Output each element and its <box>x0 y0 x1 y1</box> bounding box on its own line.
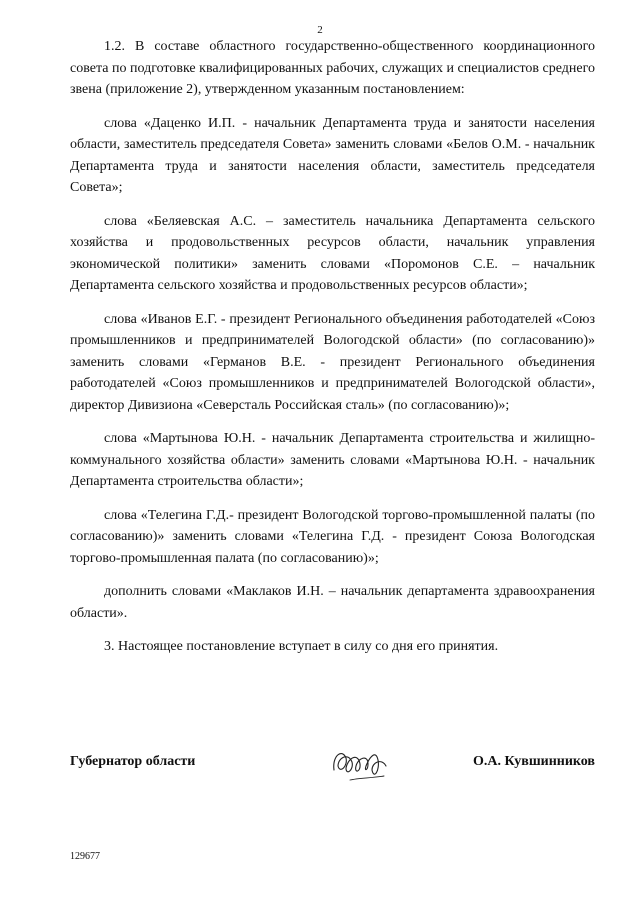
handwritten-signature <box>328 740 392 788</box>
page-number: 2 <box>317 24 323 36</box>
paragraph-replace-belyaevskaya: слова «Беляевская А.С. – заместитель начальника Департамента сельского хозяйства и продовольственных ресурсов области, начальник управления экономической политики» заменить словами «Поромонов С.Е. – начальник Департамента сельского хозяйства и продовольственных ресурсов области»; <box>70 213 595 293</box>
signatory-name: О.А. Кувшинников <box>472 754 595 769</box>
paragraph-clause-3: 3. Настоящее постановление вступает в силу со дня его принятия. <box>104 639 499 654</box>
paragraph-replace-datsenko: слова «Даценко И.П. - начальник Департамента труда и занятости населения области, заместитель председателя Совета» заменить словами «Белов О.М. - начальник Департамента труда и занятости населения области, заместитель председателя Совета»; <box>70 115 595 195</box>
signature-block <box>70 740 595 790</box>
paragraph-add-maklakov: дополнить словами «Маклаков И.Н. – начальник департамента здравоохранения области». <box>70 584 595 621</box>
paragraph-replace-telegina: слова «Телегина Г.Д.- президент Вологодской торгово-промышленной палаты (по согласованию)» заменить словами «Телегина Г.Д. - президент Союза Вологодская торгово-промышленная палата (по согласованию)»; <box>70 507 595 566</box>
signatory-position: Губернатор области <box>70 754 196 769</box>
document-code: 129677 <box>70 851 100 862</box>
document-body <box>70 36 595 670</box>
paragraph-clause-1-2: 1.2. В составе областного государственно-общественного координационного совета по подготовке квалифицированных рабочих, служащих и специалистов среднего звена (приложение 2), утвержденном указанным постановлением: <box>70 39 595 97</box>
paragraph-replace-ivanov: слова «Иванов Е.Г. - президент Регионального объединения работодателей «Союз промышленников и предпринимателей Вологодской области» (по согласованию)» заменить словами «Германов В.Е. - президент Регионального объединения работодателей «Союз промышленников и предпринимателей Вологодской области», директор Дивизиона «Северсталь Российская сталь» (по согласованию)»; <box>70 311 595 413</box>
paragraph-replace-martynova: слова «Мартынова Ю.Н. - начальник Департамента строительства и жилищно-коммунального хозяйства области» заменить словами «Мартынова Ю.Н. - начальник Департамента строительства области»; <box>70 431 595 489</box>
